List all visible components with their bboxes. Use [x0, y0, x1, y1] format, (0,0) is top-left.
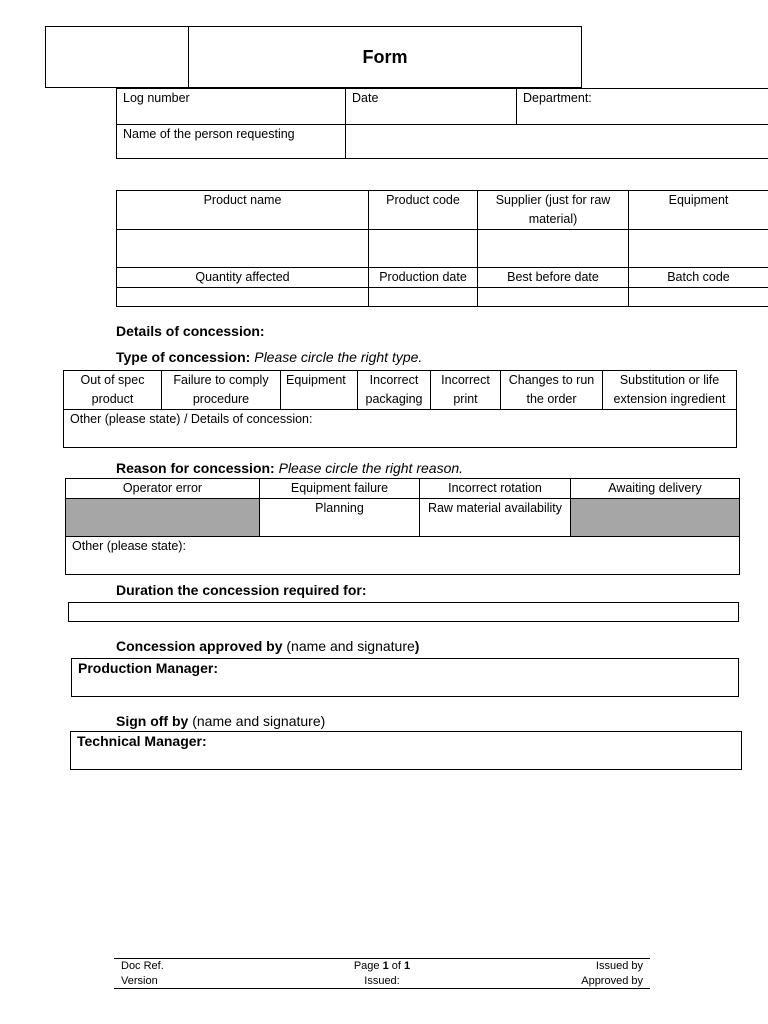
date-label: Date — [352, 91, 379, 105]
signoff-label: Sign off by — [116, 713, 189, 729]
type-equipment[interactable]: Equipment — [281, 371, 358, 410]
signoff-line — [116, 713, 325, 729]
approval-note-close: ) — [414, 638, 420, 654]
footer-page-of: of — [391, 960, 401, 972]
batch-code-field[interactable] — [629, 288, 768, 307]
footer-page-current: 1 — [382, 960, 389, 972]
reason-label: Reason for concession — [116, 460, 271, 476]
person-requesting-field[interactable] — [346, 125, 768, 159]
footer-page-number — [295, 959, 469, 974]
type-incorrect-print[interactable]: Incorrect print — [431, 371, 501, 410]
technical-manager-label: Technical Manager: — [77, 733, 207, 749]
best-before-date-header: Best before date — [478, 268, 629, 288]
details-heading: Details of concession: — [116, 323, 265, 339]
footer-issued: Issued: — [364, 975, 400, 987]
footer-page-total: 1 — [404, 960, 411, 972]
production-manager-box[interactable] — [71, 658, 739, 697]
reason-other-label: Other (please state): — [72, 539, 186, 553]
equipment-field[interactable] — [629, 230, 768, 268]
log-number-label: Log number — [123, 91, 190, 105]
footer-approved-by: Approved by — [581, 975, 643, 987]
product-table — [116, 190, 768, 307]
concession-type-table — [63, 370, 737, 448]
duration-label: Duration the concession required for: — [116, 582, 367, 598]
product-code-field[interactable] — [369, 230, 478, 268]
reason-operator-error[interactable]: Operator error — [66, 479, 260, 499]
type-instruction: Please circle the right type. — [254, 349, 423, 365]
reason-line: Reason for concession: Please circle the right reason. — [116, 460, 464, 476]
product-name-header: Product name — [117, 191, 369, 230]
reason-equipment-failure[interactable]: Equipment failure — [260, 479, 420, 499]
person-requesting-label-cell — [117, 125, 346, 159]
department-cell[interactable] — [517, 89, 768, 125]
reason-table — [65, 478, 740, 575]
footer-bottom-rule — [114, 988, 650, 989]
production-date-field[interactable] — [369, 288, 478, 307]
technical-manager-box[interactable] — [70, 731, 742, 770]
logo-area — [46, 27, 189, 87]
quantity-affected-field[interactable] — [117, 288, 369, 307]
quantity-affected-header: Quantity affected — [117, 268, 369, 288]
production-manager-label: Production Manager: — [78, 660, 219, 676]
best-before-date-field[interactable] — [478, 288, 629, 307]
department-label: Department: — [523, 91, 592, 105]
type-of-concession-line: Type of concession: Please circle the right type. — [116, 349, 423, 365]
batch-code-header: Batch code — [629, 268, 768, 288]
type-label: Type of concession — [116, 349, 246, 365]
type-out-of-spec-product[interactable]: Out of spec product — [64, 371, 162, 410]
request-info-table — [116, 88, 768, 159]
reason-instruction: Please circle the right reason. — [278, 460, 464, 476]
type-other-label: Other (please state) / Details of concession: — [70, 412, 313, 426]
footer-issued-by: Issued by — [595, 960, 643, 972]
date-cell[interactable] — [346, 89, 517, 125]
approval-line — [116, 638, 419, 654]
product-name-field[interactable] — [117, 230, 369, 268]
supplier-field[interactable] — [478, 230, 629, 268]
form-title: Form — [362, 47, 408, 67]
approval-label: Concession approved by — [116, 638, 283, 654]
reason-shaded-cell-left — [66, 499, 260, 537]
supplier-header: Supplier (just for raw material) — [478, 191, 629, 230]
footer-doc-ref: Doc Ref. — [121, 960, 164, 972]
type-incorrect-packaging[interactable]: Incorrect packaging — [358, 371, 431, 410]
reason-planning[interactable]: Planning — [260, 499, 420, 537]
footer-page-prefix: Page — [353, 960, 380, 972]
type-changes-to-run-order[interactable]: Changes to run the order — [501, 371, 603, 410]
production-date-header: Production date — [369, 268, 478, 288]
signoff-note: (name and signature) — [192, 713, 326, 729]
footer-version: Version — [121, 975, 158, 987]
type-failure-to-comply[interactable]: Failure to comply procedure — [162, 371, 281, 410]
log-number-cell[interactable] — [117, 89, 346, 125]
reason-other-field[interactable] — [66, 537, 740, 575]
duration-field[interactable] — [68, 602, 739, 622]
approval-note: (name and signature — [286, 638, 415, 654]
type-other-field[interactable] — [64, 410, 737, 448]
product-code-header: Product code — [369, 191, 478, 230]
header-box — [45, 26, 582, 88]
person-requesting-label: Name of the person requesting — [123, 127, 295, 141]
reason-raw-material-availability[interactable]: Raw material availability — [420, 499, 571, 537]
reason-shaded-cell-right — [571, 499, 740, 537]
reason-awaiting-delivery[interactable]: Awaiting delivery — [571, 479, 740, 499]
type-substitution-ingredient[interactable]: Substitution or life extension ingredient — [603, 371, 737, 410]
reason-incorrect-rotation[interactable]: Incorrect rotation — [420, 479, 571, 499]
footer — [121, 959, 643, 989]
equipment-header: Equipment — [629, 191, 768, 230]
